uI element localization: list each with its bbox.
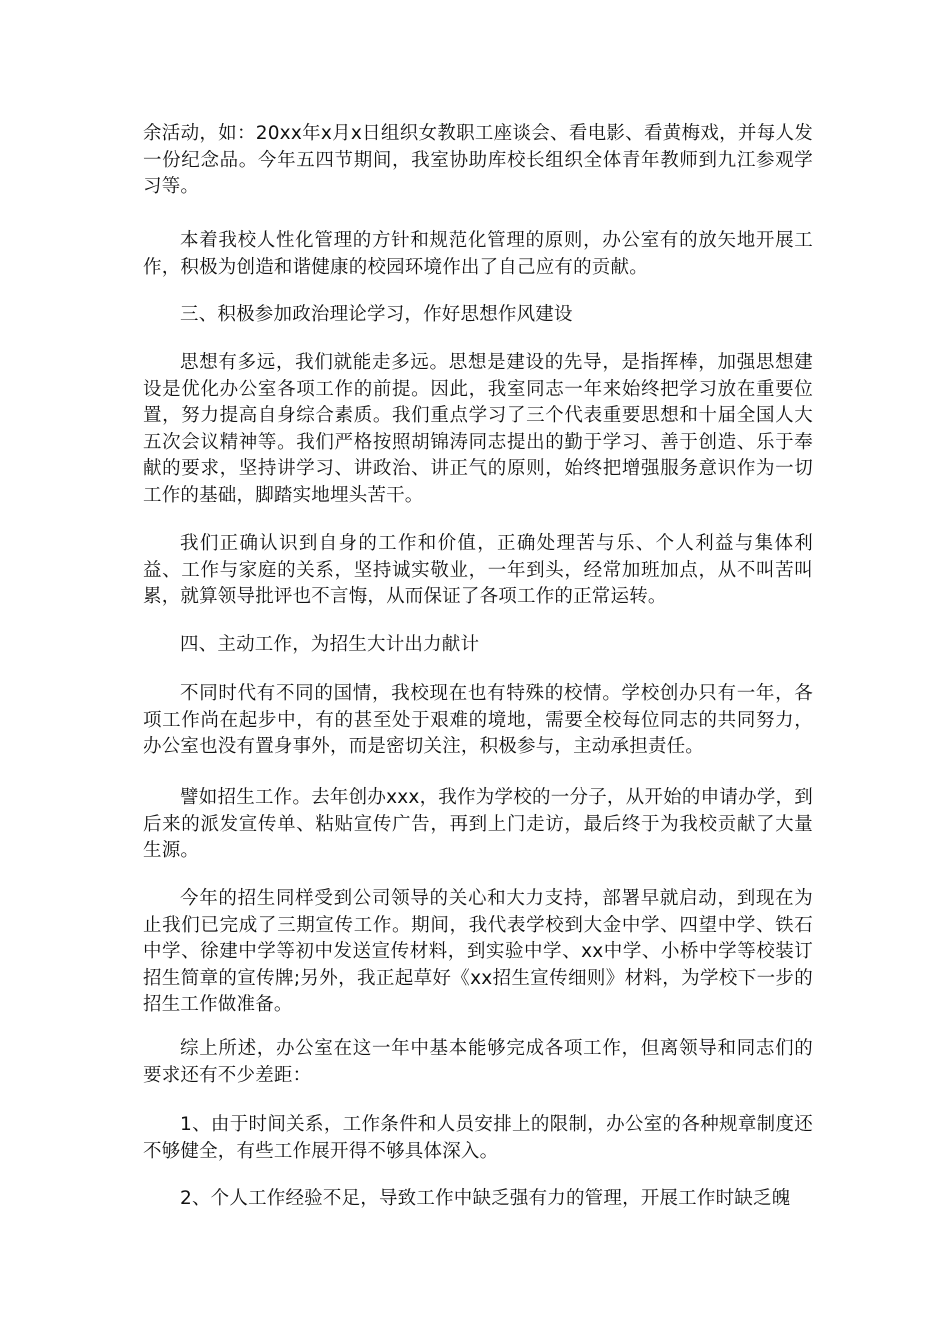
paragraph-thought-building: 思想有多远，我们就能走多远。思想是建设的先导，是指挥棒，加强思想建设是优化办公室各项工作的前提。因此，我室同志一年来始终把学习放在重要位置，努力提高自身综合素质。我们重点学习了三个代表重要思想和十届全国人大五次会议精神等。我们严格按照胡锦涛同志提出的勤于学习、善于创造、乐于奉献的要求，坚持讲学习、讲政治、讲正气的原则，始终把增强服务意识作为一切工作的基础，脚踏实地埋头苦干。 bbox=[143, 352, 813, 506]
paragraph-summary: 综上所述，办公室在这一年中基本能够完成各项工作，但离领导和同志们的要求还有不少差距： bbox=[143, 1038, 813, 1086]
paragraph-enrollment-last-year: 譬如招生工作。去年创办xxx，我作为学校的一分子，从开始的申请办学，到后来的派发宣传单、粘贴宣传广告，再到上门走访，最后终于为我校贡献了大量生源。 bbox=[143, 787, 813, 861]
paragraph-work-values: 我们正确认识到自身的工作和价值，正确处理苦与乐、个人利益与集体利益、工作与家庭的关系，坚持诚实敬业，一年到头，经常加班加点，从不叫苦叫累，就算领导批评也不言悔，从而保证了各项工作的正常运转。 bbox=[143, 533, 813, 607]
section-heading-4: 四、主动工作，为招生大计出力献计 bbox=[180, 634, 480, 655]
list-item-2: 2、个人工作经验不足，导致工作中缺乏强有力的管理，开展工作时缺乏魄 bbox=[180, 1188, 791, 1209]
paragraph-management-principle: 本着我校人性化管理的方针和规范化管理的原则，办公室有的放矢地开展工作，积极为创造和谐健康的校园环境作出了自己应有的贡献。 bbox=[143, 230, 813, 278]
section-heading-3: 三、积极参加政治理论学习，作好思想作风建设 bbox=[180, 304, 573, 325]
list-item-1: 1、由于时间关系，工作条件和人员安排上的限制，办公室的各种规章制度还不够健全，有些工作展开得不够具体深入。 bbox=[143, 1114, 813, 1162]
paragraph-activities: 余活动，如：20xx年x月x日组织女教职工座谈会、看电影、看黄梅戏，并每人发一份纪念品。今年五四节期间，我室协助库校长组织全体青年教师到九江参观学习等。 bbox=[143, 123, 813, 197]
paragraph-enrollment-this-year: 今年的招生同样受到公司领导的关心和大力支持，部署早就启动，到现在为止我们已完成了三期宣传工作。期间，我代表学校到大金中学、四望中学、铁石中学、徐建中学等初中发送宣传材料，到实验中学、xx中学、小桥中学等校装订招生简章的宣传牌;另外，我正起草好《xx招生宣传细则》材料，为学校下一步的招生工作做准备。 bbox=[143, 888, 813, 1015]
paragraph-school-situation: 不同时代有不同的国情，我校现在也有特殊的校情。学校创办只有一年，各项工作尚在起步中，有的甚至处于艰难的境地，需要全校每位同志的共同努力，办公室也没有置身事外，而是密切关注，积极参与，主动承担责任。 bbox=[143, 683, 813, 757]
